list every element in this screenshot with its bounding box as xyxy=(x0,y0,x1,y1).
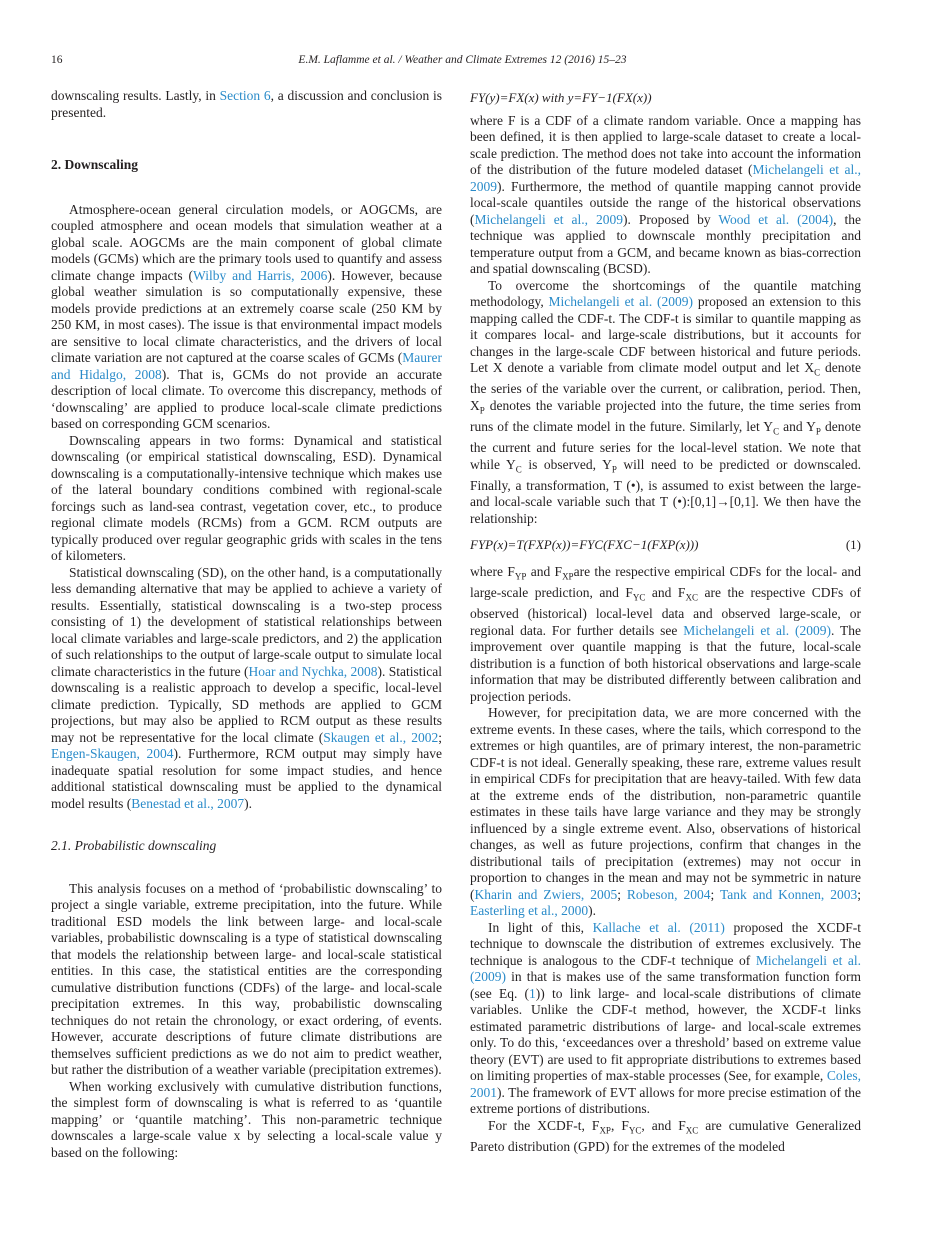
citation-link[interactable]: Robeson, 2004 xyxy=(626,886,711,902)
citation-link[interactable]: Easterling et al., 2000 xyxy=(470,903,589,919)
citation-link[interactable]: Kallache et al. (2011) xyxy=(592,919,725,935)
section-heading: 2. Downscaling xyxy=(51,157,139,172)
equation-link[interactable]: 1 xyxy=(529,985,536,1001)
running-title: E.M. Laflamme et al. / Weather and Climate Extremes 12 (2016) 15–23 xyxy=(298,54,627,66)
citation-link[interactable]: Tank and Konnen, 2003 xyxy=(719,886,858,902)
citation-link[interactable]: Michelangeli et al. (2009) xyxy=(470,952,861,985)
citation-link[interactable]: Michelangeli et al. (2009) xyxy=(548,294,694,309)
paragraph: When working exclusively with cumulative distribution functions, the simplest form of downscaling is what is referred to as ‘quantile mapping’ or ‘quantile matching’. This non-parametric technique downscales a large-scale value x by selecting a local-scale value y based on the following: xyxy=(51,1078,442,1160)
paragraph: Atmosphere-ocean general circulation models, or AOGCMs, are coupled atmosphere and ocean models that simulation weather at a global scale. AOGCMs are the main component of global climate models (GCMs) which are the primary tools used to quantify and assess climate change impacts (Wilby and Harris, 2006). However, because global weather simulation is so computationally expensive, these models provide predictions at an extremely coarse scale (250 KM by 250 KM, in most cases). The issue is that environmental impact models are sensitive to local climate characteristics, and the drivers of local climate variation are not captured at the coarse scales of GCMs (Maurer and Hidalgo, 2008). That is, GCMs do not provide an accurate description of local climate. To overcome this discrepancy, methods of ‘downscaling’ are applied to produce local-scale climate predictions based on corresponding GCM scenarios. xyxy=(51,201,443,431)
page-number: 16 xyxy=(51,54,63,66)
citation-link[interactable]: Kharin and Zwiers, 2005 xyxy=(474,886,618,902)
subsection-heading: 2.1. Probabilistic downscaling xyxy=(51,838,217,853)
citation-link[interactable]: Skaugen et al., 2002 xyxy=(323,729,439,745)
citation-link[interactable]: Wilby and Harris, 2006 xyxy=(193,267,328,283)
paragraph: where $F_{YP}$ and $F_{XP}are$ the respective empirical CDFs for the local- and large-scale prediction, and $F_{YC}$ and $F_{XC}$ are the respective CDFs of observed (historical) local-level data and observed large-scale, or regional data. For further details see Michelangeli et al. (2009). The improvement over quantile mapping is that the future, local-scale distribution is a function of both historical observations and large-scale information that may be distributed differently between calibration and projection periods. xyxy=(470,563,862,704)
paragraph: To overcome the shortcomings of the quantile matching methodology, Michelangeli et al. (2009) proposed an extension to this mapping called the CDF-t. The CDF-t is similar to quantile mapping as it compares local- and large-scale distributions, but it accounts for changes in the large-scale CDF between historical and future periods. Let X denote a variable from climate model output and let $X_C$ denote the series of the variable over the current, or calibration, period. Then, $X_P$ denotes the variable projected into the future, the time series from runs of the climate model in the future. Similarly, let $Y_C$ and $Y_P$ denote the current and future series for the local-level station. We note that while $Y_C$ is observed, $Y_P$ will need to be predicted or downscaled. Finally, a transformation, T (•), is assumed to exist between the large- and local-scale variable such that T (•):[0,1]→[0,1]. We then have the relationship: xyxy=(470,277,862,526)
citation-link[interactable]: Michelangeli et al., 2009 xyxy=(474,211,623,227)
paragraph: Statistical downscaling (SD), on the other hand, is a computationally less demanding alternative that may be applied to achieve a variety of results. Essentially, statistical downscaling is a two-step process consisting of 1) the development of statistical relationships between local climate variables and large-scale predictors, and 2) the application of such relationships to the output of large-scale output to simulate local climate characteristics in the future (Hoar and Nychka, 2008). Statistical downscaling is a realistic approach to develop a specific, local-level climate prediction. Typically, SD methods are applied to GCM projections, but may also be applied to RCM output as these results may not be representative for the local climate (Skaugen et al., 2002; Engen-Skaugen, 2004). Furthermore, RCM output may simply have inadequate spatial resolution for some impact studies, and hence additional statistical downscaling must be applied to the dynamical model results (Benestad et al., 2007). xyxy=(51,564,442,811)
paragraph: This analysis focuses on a method of ‘probabilistic downscaling’ to project a single variable, extreme precipitation, into the future. While traditional ESD models the link between large- and local-scale variables, probabilistic downscaling is a type of statistical downscaling that models the relationship between large- and local-scale statistical entities. In this case, the statistical entities are the corresponding cumulative distribution functions (CDFs) of the large- and local-scale precipitation extremes. In this way, probabilistic downscaling techniques do not retain the chronology, or exact ordering, of events. However, accurate descriptions of future climate distributions are themselves sufficient predictions as we do not aim to predict weather, but rather the distribution of a weather variable (precipitation extremes). xyxy=(51,880,442,1077)
paragraph: For the XCDF-t, $F_{XP}$, $F_{YC}$, and $F_{XC}$ are cumulative Generalized Pareto distribution (GPD) for the extremes of the modeled xyxy=(470,1117,862,1154)
equation-number: (1) xyxy=(845,537,861,553)
citation-link[interactable]: Michelangeli et al. (2009) xyxy=(683,622,831,638)
citation-link[interactable]: Benestad et al., 2007 xyxy=(131,795,245,811)
paragraph: downscaling results. Lastly, in Section 6, a discussion and conclusion is presented. xyxy=(51,88,442,120)
citation-link[interactable]: Wood et al. (2004) xyxy=(718,211,834,227)
paragraph: In light of this, Kallache et al. (2011) proposed the XCDF-t technique to downscale the distribution of extremes exclusively. The technique is analogous to the CDF-t technique of Michelangeli et al. (2009) in that is makes use of the same transformation function form (see Eq. (1)) to link large- and local-scale distributions of climate variables. Unlike the CDF-t method, however, the XCDF-t links estimated parametric distributions of large- and local-scale extremes only. To do this, ‘exceedances over a threshold’ based on extreme value theory (EVT) are used to fit appropriate distributions to extremes based on limiting properties of max-stable processes (See, for example, Coles, 2001). The framework of EVT allows for more precise estimation of the extreme portions of distributions. xyxy=(470,919,862,1117)
equation-quantile-mapping: FY(y)=FX(x) with y=FY−1(FX(x)) xyxy=(470,90,652,105)
paragraph: where F is a CDF of a climate random variable. Once a mapping has been defined, it is then applied to large-scale dataset to create a local-scale prediction. The method does not take into account the information of the distribution of the future modeled dataset (Michelangeli et al., 2009). Furthermore, the method of quantile mapping cannot provide local-scale quantiles outside the range of the historical observations (Michelangeli et al., 2009). Proposed by Wood et al. (2004), the technique was applied to downscale monthly precipitation and temperature output from a GCM, and became known as bias-correction and spatial downscaling (BCSD). xyxy=(470,112,861,276)
citation-link[interactable]: Engen-Skaugen, 2004 xyxy=(51,746,174,761)
citation-link[interactable]: Michelangeli et al., 2009 xyxy=(470,162,861,194)
section-link[interactable]: Section 6 xyxy=(219,88,271,103)
citation-link[interactable]: Coles, 2001 xyxy=(470,1068,861,1100)
paragraph: However, for precipitation data, we are more concerned with the extreme events. In these cases, where the tails, which correspond to the extremes or high quantiles, are of primary interest, the non-parametric CDF-t is not ideal. Generally speaking, these rare, extreme values result in empirical CDFs for precipitation that are heavy-tailed. With few data at the extreme ends of the distribution, non-parametric quantile estimates in these tails have large variance and they may be strongly influenced by a single extreme event. Also, observations of historical changes, as well as future projections, confirm that changes in the distributional tails of precipitation (extremes) may not occur in proportion to changes in the mean and may not be symmetric in nature (Kharin and Zwiers, 2005; Robeson, 2004; Tank and Konnen, 2003; Easterling et al., 2000). xyxy=(470,705,861,919)
equation-1 xyxy=(470,537,861,554)
equation-1-body: FYP(x)=T(FXP(x))=FYC(FXC−1(FXP(x))) xyxy=(470,537,699,553)
citation-link[interactable]: Hoar and Nychka, 2008 xyxy=(248,663,378,679)
paragraph: Downscaling appears in two forms: Dynamical and statistical downscaling (or empirical statistical downscaling, ESD). Dynamical downscaling is a computationally-intensive technique which makes use of the lateral boundary conditions combined with regional-scale forcings such as land-sea contrast, vegetation cover, etc., to produce regional climate models (RCMs) from a GCM. RCM outputs are typically produced over regular geographic grids with scales in the tens of kilometers. xyxy=(51,432,442,563)
right-column xyxy=(470,88,861,1155)
citation-link[interactable]: Maurer and Hidalgo, 2008 xyxy=(51,350,442,382)
left-column xyxy=(51,88,442,1161)
